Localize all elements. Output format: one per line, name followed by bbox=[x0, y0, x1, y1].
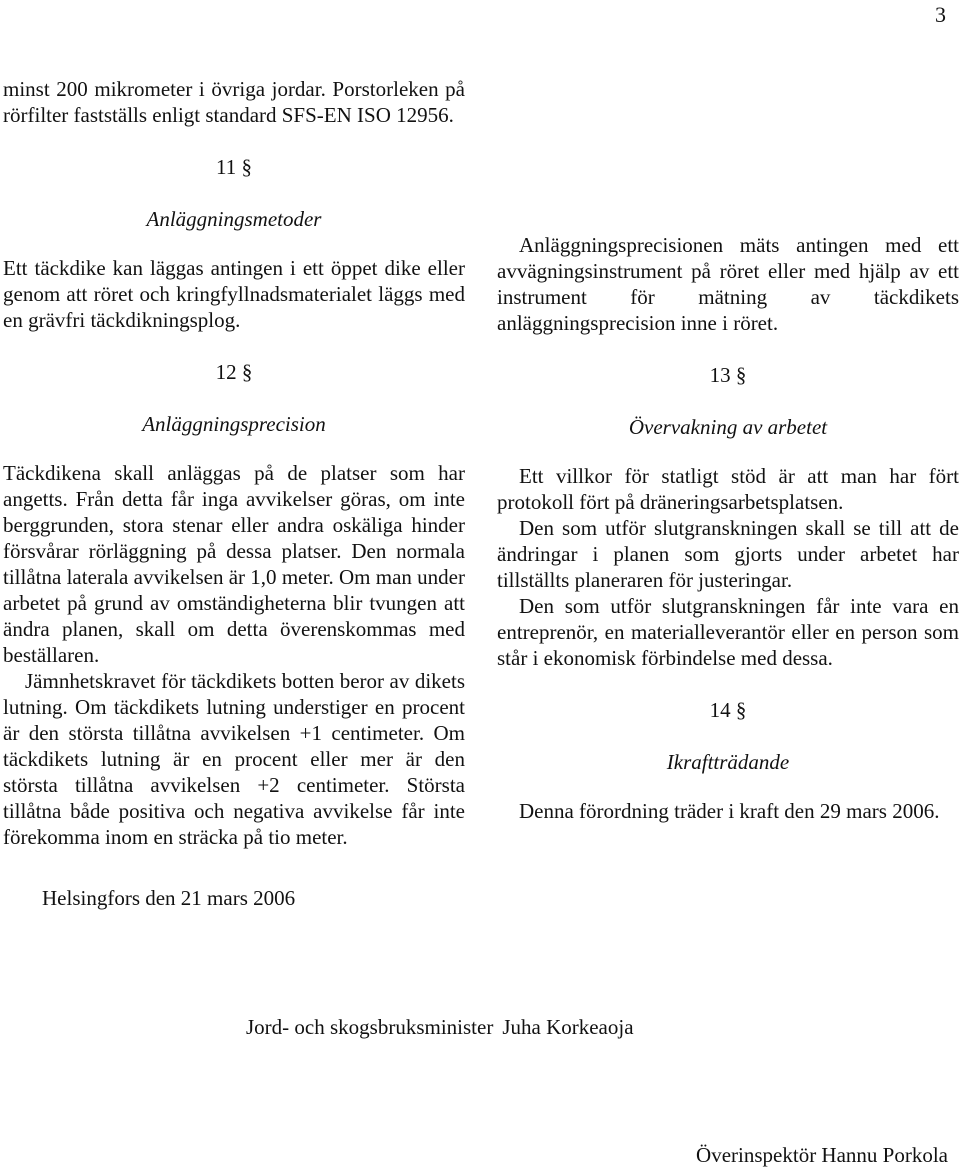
section-14-number: 14 § bbox=[709, 698, 747, 722]
minister-name: Juha Korkeaoja bbox=[502, 1015, 634, 1039]
section-12-paragraph-1: Täckdikena skall anläggas på de platser som har angetts. Från detta får inga avvikelser göras, om inte berggrunden, stora stenar eller andra oskäliga hinder försvårar rörläggning på dessa platser. Den normala tillåtna laterala avvikelsen är 1,0 meter. Om man under arbetet på grund av omständigheterna blir tvungen att ändra planen, skall om detta överenskommas med beställaren. bbox=[3, 461, 465, 667]
section-11-paragraph: Ett täckdike kan läggas antingen i ett öppet dike eller genom att röret och kringfyllnadsmaterialet läggs med en grävfri täckdikningsplog. bbox=[3, 256, 465, 332]
section-11-number: 11 § bbox=[216, 155, 252, 179]
section-12-paragraph-3: Anläggningsprecisionen mäts antingen med ett avvägningsinstrument på röret eller med hjälp av ett instrument för mätning av täckdikets anläggningsprecision inne i röret. bbox=[497, 233, 959, 335]
section-13-number: 13 § bbox=[709, 363, 747, 387]
signature-minister bbox=[246, 1014, 634, 1040]
section-11-title: Anläggningsmetoder bbox=[146, 207, 322, 231]
signature-place-date: Helsingfors den 21 mars 2006 bbox=[42, 886, 296, 910]
section-14-title: Ikraftträdande bbox=[666, 750, 790, 774]
section-13-paragraph-1: Ett villkor för statligt stöd är att man har fört protokoll fört på dräneringsarbetsplatsen. bbox=[497, 464, 959, 514]
right-column bbox=[497, 232, 959, 824]
section-14-paragraph: Denna förordning träder i kraft den 29 mars 2006. bbox=[519, 799, 940, 823]
section-13-paragraph-3: Den som utför slutgranskningen får inte vara en entreprenör, en materialleverantör eller en person som står i ekonomisk förbindelse med dessa. bbox=[497, 594, 959, 670]
signature-inspector: Överinspektör Hannu Porkola bbox=[696, 1143, 948, 1167]
section-13-title: Övervakning av arbetet bbox=[628, 415, 828, 439]
intro-paragraph: minst 200 mikrometer i övriga jordar. Porstorleken på rörfilter fastställs enligt standard SFS-EN ISO 12956. bbox=[3, 77, 465, 127]
minister-title: Jord- och skogsbruksminister bbox=[246, 1015, 494, 1039]
left-column bbox=[3, 76, 465, 850]
page-number: 3 bbox=[935, 2, 946, 27]
section-13-paragraph-2: Den som utför slutgranskningen skall se till att de ändringar i planen som gjorts under arbetet har tillställts planeraren för justeringar. bbox=[497, 516, 959, 592]
section-12-title: Anläggningsprecision bbox=[142, 412, 326, 436]
section-12-paragraph-2: Jämnhetskravet för täckdikets botten beror av dikets lutning. Om täckdikets lutning understiger en procent är den största tillåtna avvikelsen +1 centimeter. Om täckdikets lutning är en procent eller mer är den största tillåtna avvikelsen +2 centimeter. Största tillåtna både positiva och negativa avvikelse får inte förekomma inom en sträcka på tio meter. bbox=[3, 669, 465, 849]
section-12-number: 12 § bbox=[215, 360, 253, 384]
